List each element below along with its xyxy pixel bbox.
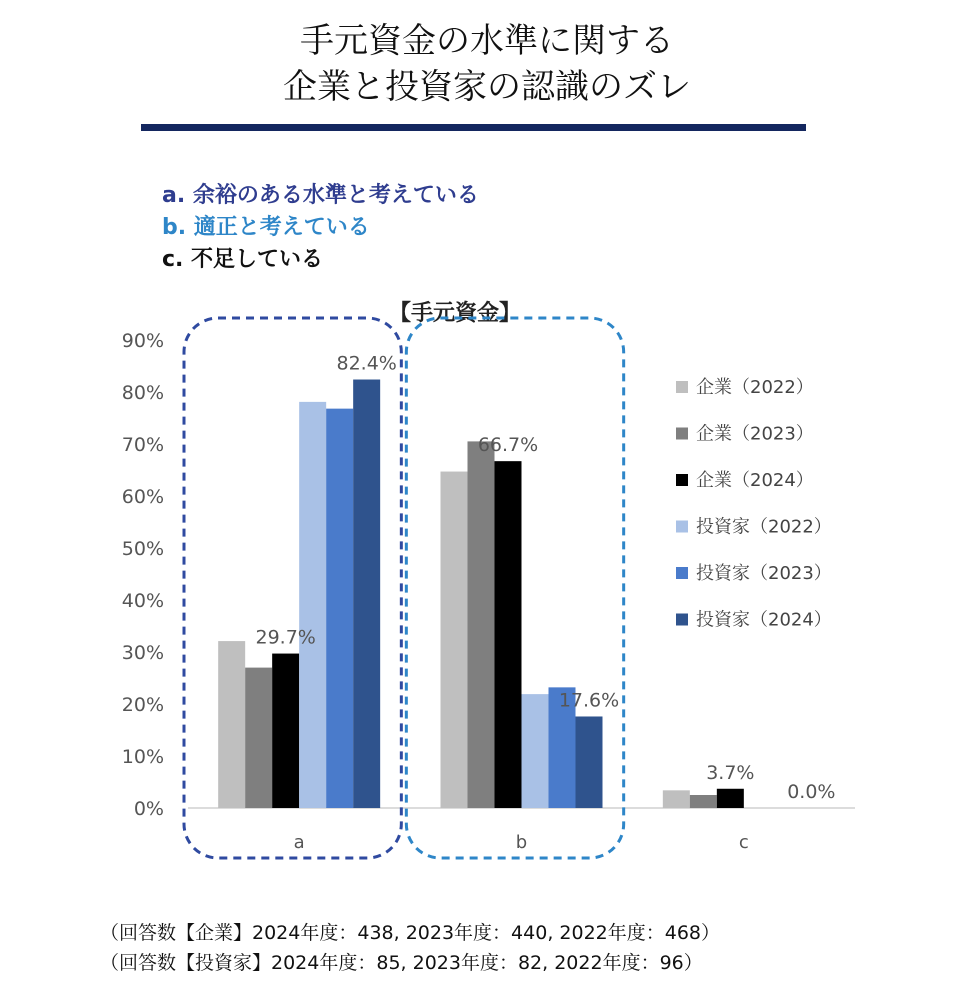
y-tick-label: 0% xyxy=(133,798,164,820)
x-category-label: a xyxy=(293,832,305,853)
legend-swatch-4 xyxy=(676,567,688,579)
data-label: 3.7% xyxy=(706,761,755,784)
legend-label-3: 投資家（2022） xyxy=(696,516,832,538)
legend-label-4: 投資家（2023） xyxy=(696,563,832,584)
legend-swatch-5 xyxy=(676,614,688,626)
bar-b-series-0 xyxy=(441,472,468,808)
bar-a-series-4 xyxy=(326,409,353,808)
bar-c-series-2 xyxy=(717,789,744,808)
y-tick-label: 40% xyxy=(121,590,164,612)
y-tick-label: 80% xyxy=(121,382,164,404)
bar-c-series-1 xyxy=(690,795,717,808)
bar-b-series-1 xyxy=(468,441,495,808)
bar-b-series-5 xyxy=(576,716,603,808)
legend-swatch-3 xyxy=(676,521,688,533)
y-tick-label: 10% xyxy=(121,746,164,768)
data-label: 82.4% xyxy=(336,352,397,375)
category-legend-b: b. 適正と考えている xyxy=(162,215,370,240)
legend-swatch-0 xyxy=(676,381,688,393)
y-tick-label: 50% xyxy=(121,538,164,560)
bar-a-series-0 xyxy=(218,641,245,808)
legend-swatch-1 xyxy=(676,428,688,440)
y-tick-label: 20% xyxy=(121,694,164,716)
title-line-1: 手元資金の水準に関する xyxy=(300,21,674,61)
data-label: 17.6% xyxy=(558,689,620,712)
bar-a-series-2 xyxy=(272,654,299,808)
chart-title: 【手元資金】 xyxy=(388,301,522,326)
bar-b-series-3 xyxy=(522,694,549,808)
y-tick-label: 30% xyxy=(121,642,164,664)
category-legend-c: c. 不足している xyxy=(162,247,324,272)
bar-a-series-3 xyxy=(299,402,326,808)
legend-label-2: 企業（2024） xyxy=(696,470,814,491)
y-tick-label: 70% xyxy=(121,434,164,456)
data-label: 66.7% xyxy=(477,434,539,457)
legend-label-1: 企業（2023） xyxy=(696,423,814,445)
legend-swatch-2 xyxy=(676,474,688,486)
footnote-investors: （回答数【投資家】2024年度：85, 2023年度：82, 2022年度：96） xyxy=(100,952,703,974)
bar-b-series-2 xyxy=(495,461,522,808)
footnote-companies: （回答数【企業】2024年度：438, 2023年度：440, 2022年度：468） xyxy=(100,922,721,944)
bar-c-series-0 xyxy=(663,790,690,808)
title-line-2: 企業と投資家の認識のズレ xyxy=(283,67,691,107)
category-legend-a: a. 余裕のある水準と考えている xyxy=(162,183,479,208)
footnotes xyxy=(100,918,720,978)
y-tick-label: 90% xyxy=(121,330,164,352)
legend-label-5: 投資家（2024） xyxy=(696,609,832,631)
data-label: 0.0% xyxy=(787,781,836,803)
bar-a-series-5 xyxy=(353,380,380,808)
data-label: 29.7% xyxy=(255,626,316,649)
legend-label-0: 企業（2022） xyxy=(696,377,814,398)
x-category-label: c xyxy=(738,832,749,853)
x-category-label: b xyxy=(515,832,528,853)
bar-a-series-1 xyxy=(245,668,272,808)
y-tick-label: 60% xyxy=(121,486,164,508)
